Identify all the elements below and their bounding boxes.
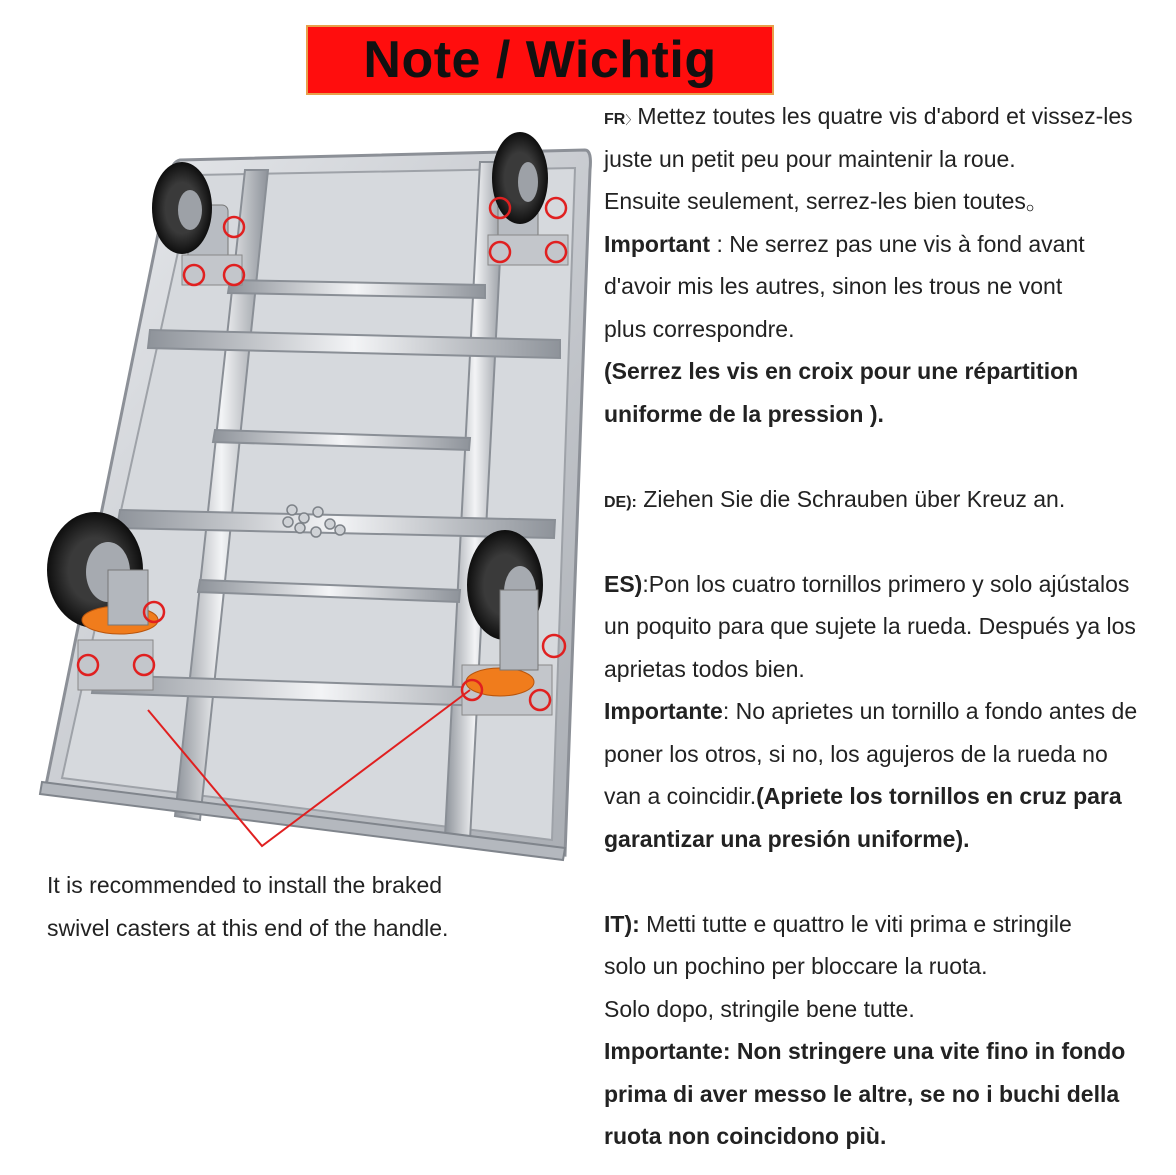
es-important-label: Importante bbox=[604, 698, 723, 724]
lang-tag-de: DE): bbox=[604, 493, 637, 511]
de-text: Ziehen Sie die Schrauben über Kreuz an. bbox=[636, 485, 1066, 512]
it-line-5: prima di aver messo le altre, se no i buchi della bbox=[604, 1080, 1120, 1107]
fr-important-label: Important bbox=[604, 230, 711, 257]
page-title: Note / Wichtig bbox=[363, 31, 717, 89]
es-line-1 bbox=[604, 563, 1176, 606]
it-text: Metti tutte e quattro le viti prima e stringile bbox=[639, 910, 1072, 937]
caster-caption bbox=[47, 864, 517, 949]
cart-illustration bbox=[0, 100, 600, 880]
spacer bbox=[604, 435, 1176, 478]
es-bold-text: (Apriete los tornillos en cruz para bbox=[756, 783, 1122, 809]
fr-line-8: uniforme de la pression ). bbox=[604, 400, 884, 427]
fr-line-4 bbox=[604, 223, 1176, 266]
title-banner bbox=[306, 25, 774, 95]
es-text: van a coincidir. bbox=[604, 783, 757, 809]
es-line-3: aprietas todos bien. bbox=[604, 655, 805, 682]
lang-tag-fr: FR bbox=[604, 111, 626, 128]
de-line-1 bbox=[604, 478, 1176, 521]
it-line-2: solo un pochino per bloccare la ruota. bbox=[604, 953, 988, 979]
lang-tag-es: ES) bbox=[604, 570, 643, 597]
instructions bbox=[604, 95, 1176, 1158]
spacer bbox=[604, 520, 1176, 563]
caption-line: swivel casters at this end of the handle. bbox=[47, 914, 449, 941]
es-line-4 bbox=[604, 690, 1176, 733]
fr-line-7: (Serrez les vis en croix pour une répartition bbox=[604, 358, 1079, 384]
es-line-2: un poquito para que sujete la rueda. Después ya los bbox=[604, 613, 1136, 639]
fr-text: Mettez toutes les quatre vis d'abord et vissez-les bbox=[637, 103, 1133, 129]
it-line-3: Solo dopo, stringile bene tutte. bbox=[604, 995, 915, 1022]
fr-line-1 bbox=[604, 95, 1176, 138]
it-line-4: Importante: Non stringere una vite fino in fondo bbox=[604, 1038, 1126, 1064]
caption-line: It is recommended to install the braked bbox=[47, 872, 443, 898]
fr-line-6: plus correspondre. bbox=[604, 315, 795, 342]
es-line-5: poner los otros, si no, los agujeros de la rueda no bbox=[604, 740, 1108, 767]
fr-line-5: d'avoir mis les autres, sinon les trous ne vont bbox=[604, 273, 1063, 299]
fr-mark: 〉 bbox=[625, 113, 638, 127]
fr-line-3: Ensuite seulement, serrez-les bien toutes。 bbox=[604, 188, 1049, 214]
fr-text: : Ne serrez pas une vis à fond avant bbox=[710, 230, 1085, 257]
es-line-7: garantizar una presión uniforme). bbox=[604, 825, 970, 852]
it-line-6: ruota non coincidono più. bbox=[604, 1123, 887, 1149]
lang-tag-it: IT): bbox=[604, 910, 640, 937]
it-line-1 bbox=[604, 903, 1176, 946]
es-line-6 bbox=[604, 775, 1176, 818]
fr-line-2: juste un petit peu pour maintenir la roue. bbox=[604, 145, 1016, 172]
es-text: :Pon los cuatro tornillos primero y solo ajústalos bbox=[642, 570, 1130, 597]
es-text: : No aprietes un tornillo a fondo antes de bbox=[722, 698, 1138, 724]
spacer bbox=[604, 860, 1176, 903]
